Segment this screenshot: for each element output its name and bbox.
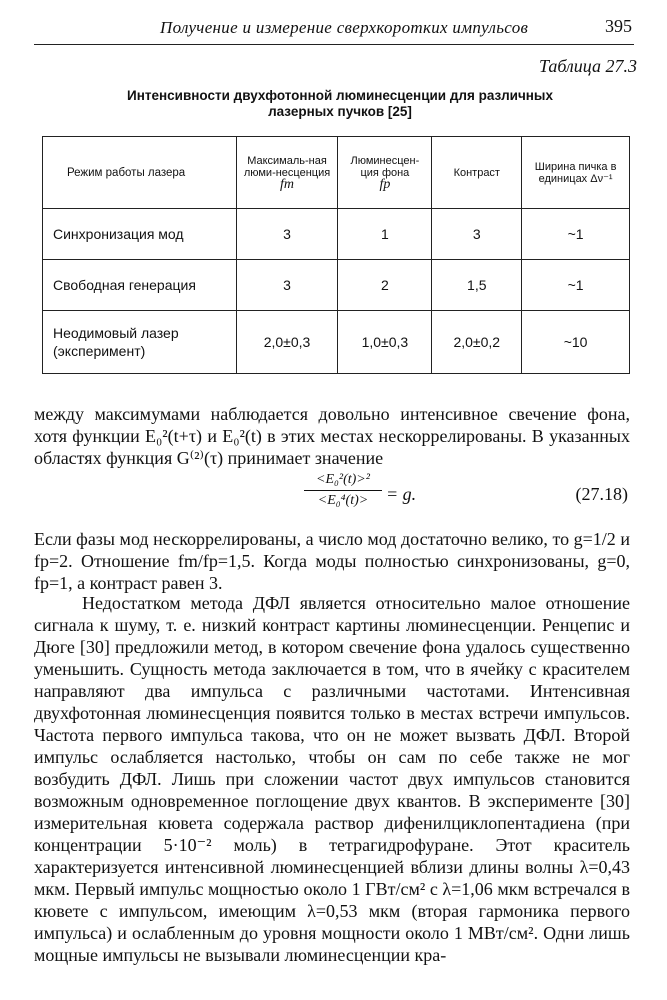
header-background-luminescence: Люминесцен-ция фона fp (338, 137, 432, 209)
equation-fraction (304, 472, 382, 509)
running-title: Получение и измерение сверхкоротких импульсов (160, 18, 529, 37)
paragraph-2: Если фазы мод нескоррелированы, а число мод достаточно велико, то g=1/2 и fp=2. Отношение fm/fp=1,5. Когда моды полностью синхронизованы, g=0, fp=1, а контраст равен 3. (34, 529, 630, 593)
cell-contrast: 1,5 (432, 260, 522, 311)
symbol-fm: fm (280, 176, 295, 192)
cell-contrast: 3 (432, 209, 522, 260)
table-caption-line1: Интенсивности двухфотонной люминесценции для различных (127, 88, 553, 103)
header-mode: Режим работы лазера (43, 137, 237, 209)
page-number: 395 (605, 16, 632, 36)
cell-fm: 3 (236, 260, 338, 311)
table-row (43, 311, 630, 374)
cell-fp: 2 (338, 260, 432, 311)
cell-fm: 3 (236, 209, 338, 260)
cell-fm: 2,0±0,3 (236, 311, 338, 374)
paragraph-1: между максимумами наблюдается довольно интенсивное свечение фона, хотя функции E₀²(t+τ) и E₀²(t) в этих местах нескоррелированы. В указанных областях функция G⁽²⁾(τ) принимает значение (34, 404, 630, 468)
cell-fp: 1,0±0,3 (338, 311, 432, 374)
equation-denominator: <E₀⁴(t)> (317, 493, 369, 508)
equation-27-18 (34, 470, 630, 520)
cell-contrast: 2,0±0,2 (432, 311, 522, 374)
table-label: Таблица 27.3 (538, 56, 637, 76)
equation-number: (27.18) (575, 484, 628, 504)
table-header-row (43, 137, 630, 209)
page-header (34, 14, 634, 45)
table-row (43, 260, 630, 311)
equation-rhs: = g. (386, 484, 417, 504)
cell-mode: Синхронизация мод (43, 209, 237, 260)
cell-mode: Свободная генерация (43, 260, 237, 311)
cell-mode: Неодимовый лазер (эксперимент) (43, 311, 237, 374)
cell-width: ~1 (522, 260, 630, 311)
table-caption-line2: лазерных пучков [25] (268, 104, 412, 119)
header-contrast: Контраст (432, 137, 522, 209)
cell-width: ~1 (522, 209, 630, 260)
header-max-luminescence: Максималь-ная люми-несценция fm (236, 137, 338, 209)
symbol-fp: fp (379, 176, 391, 192)
equation-numerator: <E₀²(t)>² (304, 472, 382, 491)
header-spike-width: Ширина пичка в единицах Δν⁻¹ (522, 137, 630, 209)
table-row (43, 209, 630, 260)
cell-fp: 1 (338, 209, 432, 260)
paragraph-3: Недостатком метода ДФЛ является относительно малое отношение сигнала к шуму, т. е. низкий контраст картины люминесценции. Ренцепис и Дюге [30] предложили метод, в котором свечение фона удалось существенно уменьшить. Сущность метода заключается в том, что в ячейку с красителем направляют два импульса с различными частотами. Интенсивная двухфотонная люминесценция появится только в местах встречи импульсов. Частота первого импульса такова, что он не может вызвать ДФЛ. Второй импульс ослабляется настолько, чтобы он сам по себе также не мог возбудить ДФЛ. Лишь при сложении частот двух импульсов становится возможным одновременное поглощение двух квантов. В эксперименте [30] измерительная кювета содержала раствор дифенилциклопентадиена (при концентрации 5·10⁻² моль) в тетрагидрофуране. Этот краситель характеризуется интенсивной люминесценцией вблизи длины волны λ=0,43 мкм. Первый импульс мощностью около 1 ГВт/см² с λ=1,06 мкм встречался в кювете с импульсом, имеющим λ=0,53 мкм (вторая гармоника первого импульса) и ослабленным до уровня мощности около 1 МВт/см². Одни лишь мощные импульсы не вызывали люминесценции кра- (34, 593, 630, 965)
cell-width: ~10 (522, 311, 630, 374)
data-table (42, 136, 630, 374)
